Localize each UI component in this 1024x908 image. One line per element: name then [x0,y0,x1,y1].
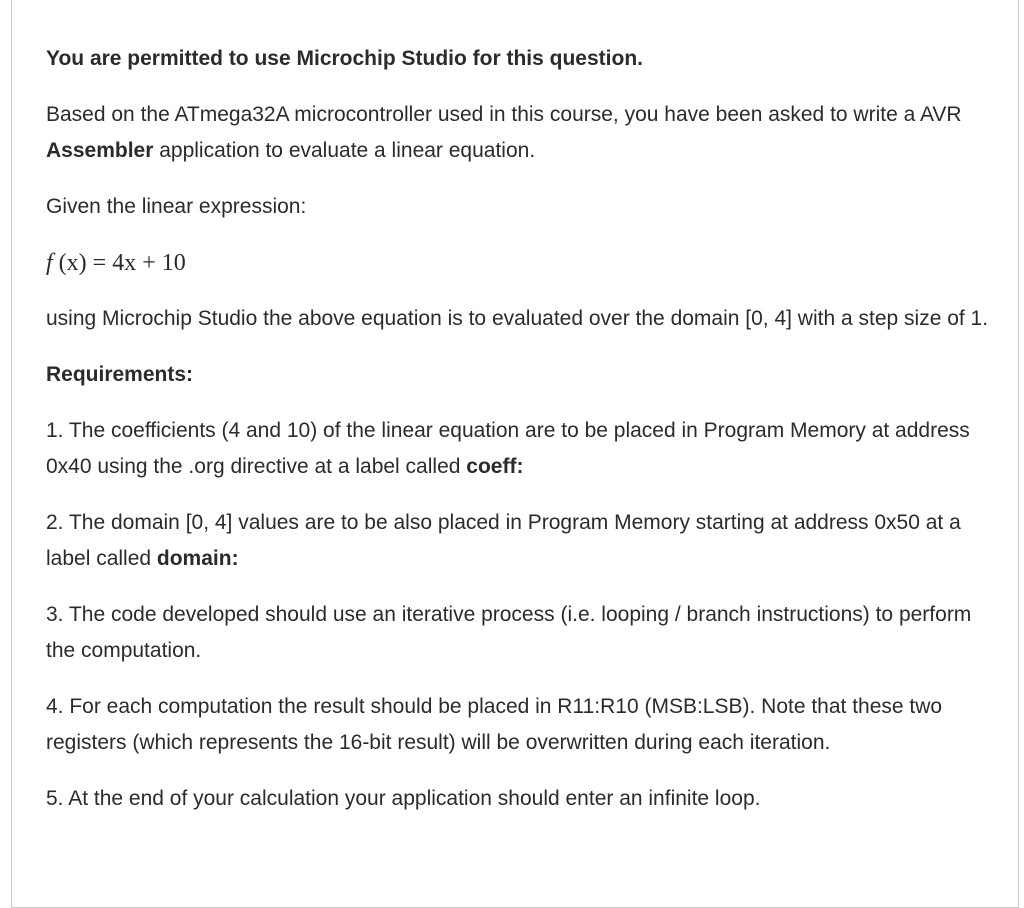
equation-body: (x) = 4x + 10 [52,250,186,276]
requirement-bold-label: domain: [156,547,239,570]
requirement-item-1 [46,413,996,485]
requirement-item-4 [46,689,996,761]
question-content [46,41,996,837]
linear-equation [46,245,996,281]
permission-heading: You are permitted to use Microchip Studio for this question. [46,47,643,70]
requirement-text: 4. For each computation the result should be placed in R11:R10 (MSB:LSB). Note that these two registers (which represents the 16-bit result) will be overwritten during each iteration. [46,695,943,754]
intro-paragraph [46,97,996,169]
requirement-item-3 [46,597,996,669]
requirement-text: 5. At the end of your calculation your application should enter an infinite loop. [46,787,761,810]
requirement-item-2 [46,505,996,577]
given-text: Given the linear expression: [46,195,307,218]
requirement-text: 2. The domain [0, 4] values are to be also placed in Program Memory starting at address 0x50 at a label called [46,511,961,570]
requirement-item-5 [46,781,996,817]
intro-text-2: application to evaluate a linear equation. [153,139,536,162]
question-card [11,0,1019,908]
requirements-title: Requirements: [46,363,194,386]
equation-function-name: f [46,250,53,276]
intro-bold-assembler: Assembler [46,139,154,162]
requirement-bold-label: coeff: [466,455,524,478]
domain-paragraph: using Microchip Studio the above equation is to evaluated over the domain [0, 4] with a step size of 1. [46,307,989,330]
requirement-text: 3. The code developed should use an iterative process (i.e. looping / branch instructions) to perform the computation. [46,603,972,662]
intro-text-1: Based on the ATmega32A microcontroller used in this course, you have been asked to write a AVR [46,103,962,126]
requirement-text: 1. The coefficients (4 and 10) of the linear equation are to be placed in Program Memory at address 0x40 using the .org directive at a label called [46,419,970,478]
